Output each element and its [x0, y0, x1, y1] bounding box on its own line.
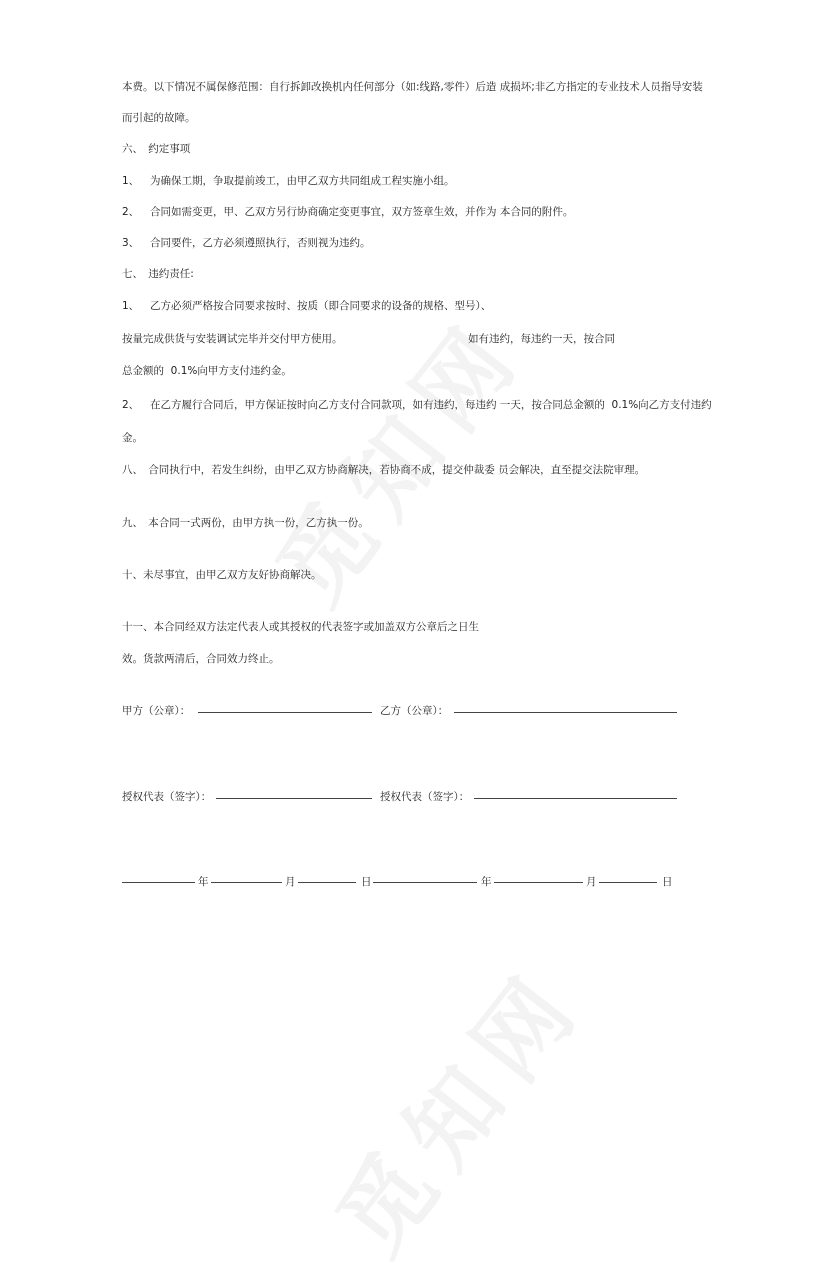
- date-day-line: [599, 882, 657, 883]
- party-b-seal-line: [454, 712, 677, 713]
- paragraph-line: 按量完成供货与安装调试完毕并交付甲方使用。: [122, 333, 343, 345]
- paragraph-line: 本费。以下情况不属保修范围：自行拆卸改换机内任何部分（如:线路,零件）后造 成损坏;非乙方指定的专业技术人员指导安装: [122, 81, 703, 93]
- item-text: 合同要件，乙方必须遵照执行，否则视为违约。: [150, 237, 371, 249]
- paragraph-line: 而引起的故障。: [122, 112, 196, 124]
- party-a-seal-line: [198, 712, 372, 713]
- paragraph-line: 金。: [122, 432, 143, 444]
- date-day-label: 日: [361, 876, 372, 888]
- party-b-rep-label: 授权代表（签字）：: [380, 791, 470, 803]
- list-item: [122, 398, 712, 412]
- item-number: 2、: [122, 206, 140, 218]
- section-10: 十、未尽事宜，由甲乙双方友好协商解决。: [122, 569, 322, 581]
- list-item: [122, 236, 371, 250]
- paragraph-line: 如有违约，每违约一天，按合同: [468, 333, 615, 345]
- date-year-line: [373, 882, 477, 883]
- party-b-seal-label: 乙方（公章）：: [380, 705, 449, 717]
- date-month-label: 月: [586, 876, 597, 888]
- section-8: 八、 合同执行中，若发生纠纷，由甲乙双方协商解决，若协商不成，提交仲裁委 员会解决，直至提交法院审理。: [122, 464, 646, 476]
- list-item: [122, 205, 573, 219]
- item-text: 合同如需变更，甲、乙双方另行协商确定变更事宜，双方签章生效，并作为 本合同的附件。: [150, 206, 574, 218]
- item-text: 为确保工期，争取提前竣工，由甲乙双方共同组成工程实施小组。: [150, 175, 455, 187]
- item-number: 1、: [122, 175, 140, 187]
- party-a-seal-label: 甲方（公章）：: [122, 705, 191, 717]
- party-b-rep-line: [474, 798, 677, 799]
- date-year-label: 年: [198, 876, 209, 888]
- watermark: [301, 935, 608, 1276]
- paragraph-line: 总金额的 0.1%向甲方支付违约金。: [122, 365, 292, 377]
- list-item: [122, 174, 455, 188]
- party-a-rep-line: [216, 798, 372, 799]
- item-text: 在乙方履行合同后，甲方保证按时向乙方支付合同款项，如有违约，每违约 一天，按合同总金额的 0.1%向乙方支付违约: [150, 399, 712, 411]
- date-month-line: [494, 882, 583, 883]
- paragraph-line: 效。货款两清后，合同效力终止。: [122, 653, 280, 665]
- section-heading-6: 六、 约定事项: [122, 143, 191, 155]
- item-text: 乙方必须严格按合同要求按时、按质（即合同要求的设备的规格、型号）、: [150, 300, 492, 312]
- item-number: 1、: [122, 300, 140, 312]
- list-item: [122, 299, 491, 313]
- section-9: 九、 本合同一式两份，由甲方执一份，乙方执一份。: [122, 517, 369, 529]
- party-a-rep-label: 授权代表（签字）：: [122, 791, 212, 803]
- date-year-line: [122, 882, 195, 883]
- date-day-line: [298, 882, 356, 883]
- date-year-label: 年: [481, 876, 492, 888]
- item-number: 3、: [122, 237, 140, 249]
- date-day-label: 日: [662, 876, 673, 888]
- date-month-line: [211, 882, 282, 883]
- section-heading-7: 七、 违约责任:: [122, 268, 194, 280]
- section-11: 十一、本合同经双方法定代表人或其授权的代表签字或加盖双方公章后之日生: [122, 621, 479, 633]
- item-number: 2、: [122, 399, 140, 411]
- date-month-label: 月: [285, 876, 296, 888]
